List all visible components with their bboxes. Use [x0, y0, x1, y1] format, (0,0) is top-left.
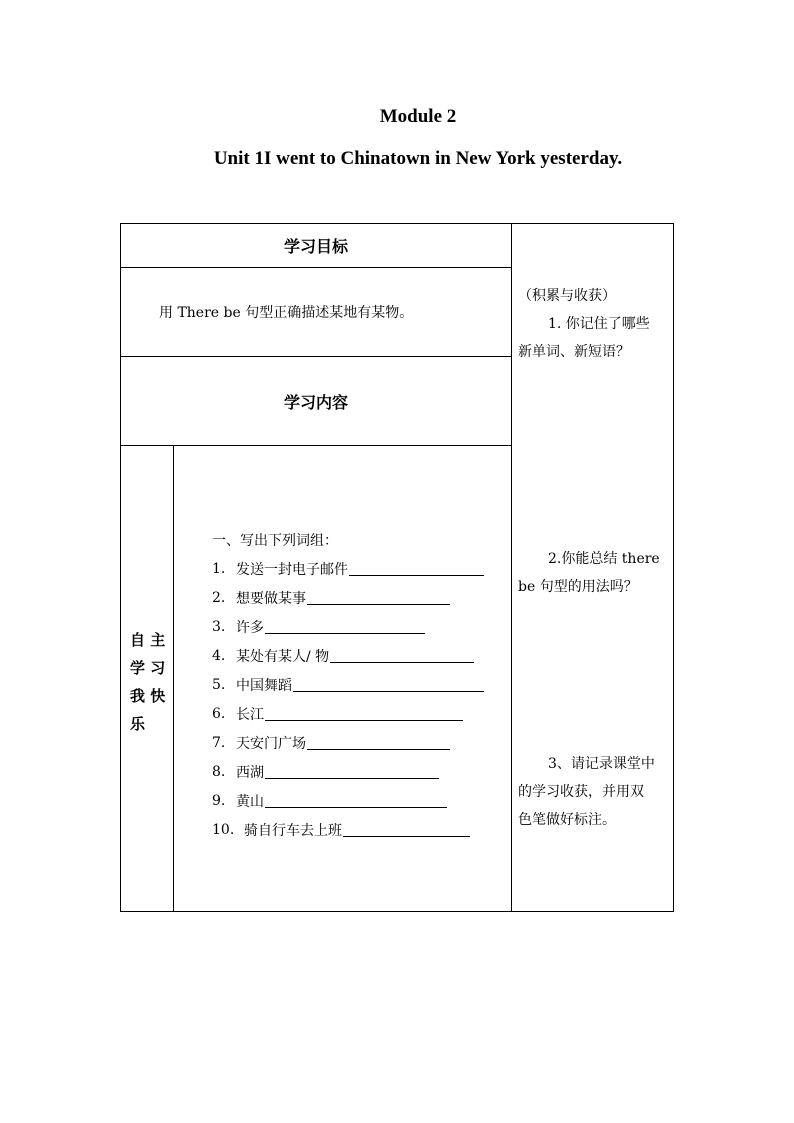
item-number: 9. — [212, 792, 226, 809]
module-title: Module 2 — [379, 106, 457, 127]
item-number: 6. — [212, 705, 226, 722]
item-text: 许多 — [236, 619, 264, 636]
exercise-title: 一、写出下列词组： — [212, 532, 338, 549]
list-item — [212, 699, 484, 728]
exercise-list — [212, 525, 484, 844]
self-study-label-line: 学 习 — [130, 659, 166, 677]
answer-blank[interactable] — [343, 822, 470, 837]
goal-text-cell — [120, 267, 512, 357]
item-text: 天安门广场 — [236, 735, 306, 752]
notes-question-3: 3、请记录课堂中 — [548, 756, 655, 772]
list-item — [212, 757, 484, 786]
notes-question-2: 2.你能总结 there — [548, 551, 660, 567]
item-text: 骑自行车去上班 — [244, 822, 342, 839]
list-item — [212, 583, 484, 612]
answer-blank[interactable] — [265, 619, 425, 634]
item-number: 2. — [212, 589, 226, 606]
list-item — [212, 670, 484, 699]
answer-blank[interactable] — [265, 764, 439, 779]
notes-question-1: 1. 你记住了哪些 — [548, 316, 650, 332]
item-text: 发送一封电子邮件 — [236, 561, 348, 578]
self-study-label-line: 我 快 — [130, 687, 166, 705]
goal-text: 用 There be 句型正确描述某地有某物。 — [159, 305, 414, 321]
list-item — [212, 786, 484, 815]
item-text: 西湖 — [236, 764, 264, 781]
item-number: 8. — [212, 763, 226, 780]
goal-heading-cell — [120, 223, 512, 268]
notes-column — [511, 223, 674, 912]
notes-question-1-cont: 新单词、新短语？ — [518, 344, 630, 360]
answer-blank[interactable] — [265, 793, 447, 808]
content-heading-cell — [120, 356, 512, 446]
list-item — [212, 728, 484, 757]
answer-blank[interactable] — [330, 648, 474, 663]
item-number: 7. — [212, 734, 226, 751]
answer-blank[interactable] — [307, 590, 450, 605]
content-heading: 学习内容 — [283, 392, 348, 412]
list-item — [212, 554, 484, 583]
answer-blank[interactable] — [293, 677, 484, 692]
item-text: 想要做某事 — [236, 590, 306, 607]
item-number: 1. — [212, 560, 226, 577]
self-study-label-line: 乐 — [130, 715, 146, 733]
list-item — [212, 612, 484, 641]
item-number: 4. — [212, 647, 226, 664]
notes-question-3-cont: 的学习收获，并用双 — [518, 784, 644, 800]
answer-blank[interactable] — [265, 706, 463, 721]
goal-heading: 学习目标 — [283, 237, 348, 256]
item-text: 黄山 — [236, 793, 264, 810]
item-text: 长江 — [236, 706, 264, 723]
item-text: 中国舞蹈 — [236, 677, 292, 694]
item-number: 5. — [212, 676, 226, 693]
self-study-label — [130, 626, 165, 738]
notes-question-3-cont2: 色笔做好标注。 — [518, 812, 616, 828]
answer-blank[interactable] — [307, 735, 450, 750]
item-number: 3. — [212, 618, 226, 635]
unit-title: Unit 1I went to Chinatown in New York yesterday. — [213, 148, 623, 169]
list-item — [212, 641, 484, 670]
notes-heading: （积累与收获） — [518, 288, 616, 304]
item-number: 10. — [212, 821, 235, 838]
item-text: 某处有某人/ 物 — [236, 648, 330, 665]
self-study-label-line: 自 主 — [130, 631, 166, 649]
notes-question-2-cont: be 句型的用法吗？ — [518, 579, 638, 595]
answer-blank[interactable] — [349, 561, 484, 576]
list-item — [212, 815, 484, 844]
